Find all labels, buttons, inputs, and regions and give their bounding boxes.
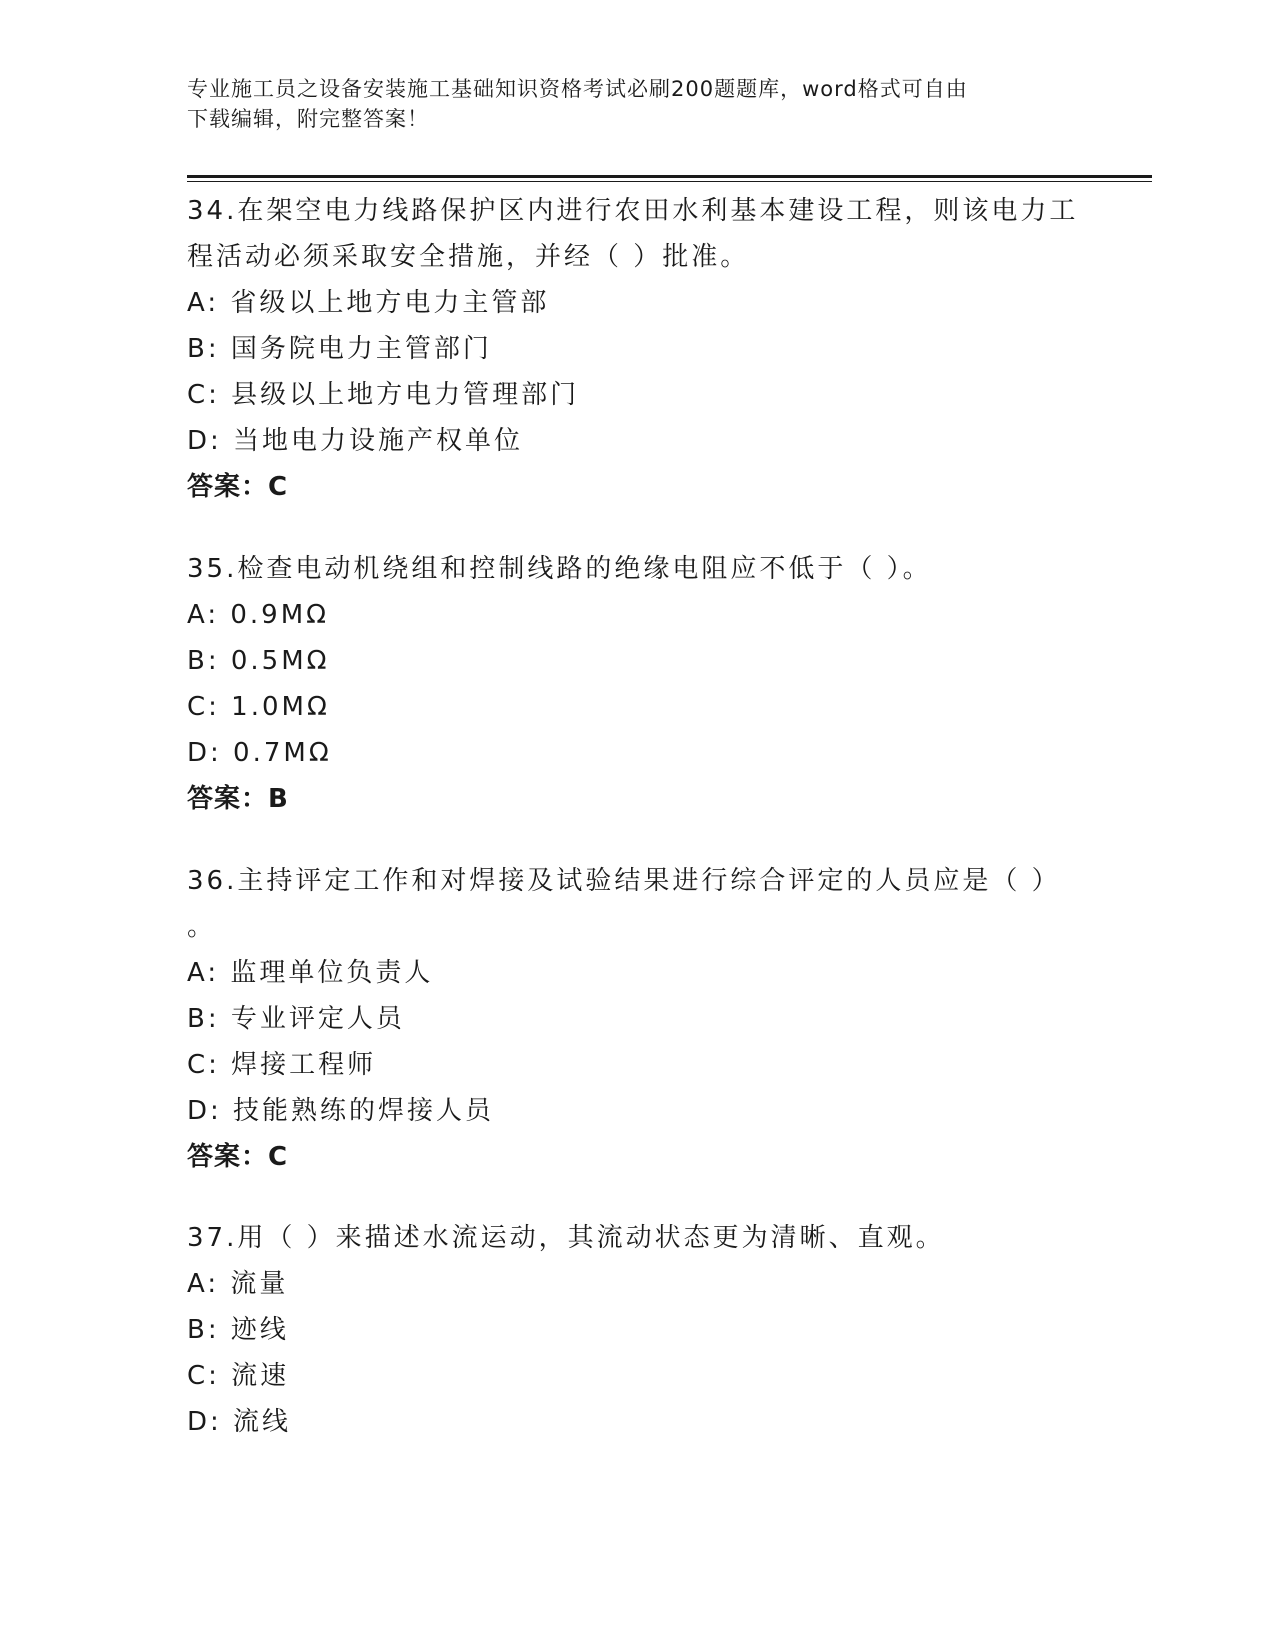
option-c: C: 焊接工程师 [187,1050,377,1080]
option-d: D: 0.7MΩ [187,738,332,768]
option-d: D: 当地电力设施产权单位 [187,426,524,456]
option-b: B: 国务院电力主管部门 [187,334,492,364]
option-c: C: 1.0MΩ [187,692,330,722]
option-c: C: 流速 [187,1361,290,1391]
option-b: B: 迹线 [187,1315,289,1345]
header-divider-thick [187,175,1152,178]
option-d: D: 流线 [187,1407,292,1437]
document-header [187,74,1067,134]
question-35 [187,546,1087,822]
answer: 答案：C [187,1142,289,1172]
header-line-1: 专业施工员之设备安装施工基础知识资格考试必刷200题题库，word格式可自由 [187,77,968,101]
option-c: C: 县级以上地方电力管理部门 [187,380,580,410]
question-text: 36.主持评定工作和对焊接及试验结果进行综合评定的人员应是（ ） 。 [187,866,1061,942]
option-a: A: 0.9MΩ [187,600,330,630]
answer: 答案：B [187,784,289,814]
answer: 答案：C [187,472,289,502]
option-b: B: 专业评定人员 [187,1004,405,1034]
question-34 [187,188,1087,510]
question-36 [187,858,1087,1180]
question-text: 35.检查电动机绕组和控制线路的绝缘电阻应不低于（ ）。 [187,554,932,584]
header-line-2: 下载编辑，附完整答案！ [187,107,429,131]
option-b: B: 0.5MΩ [187,646,330,676]
option-a: A: 省级以上地方电力主管部 [187,288,550,318]
question-text: 34.在架空电力线路保护区内进行农田水利基本建设工程，则该电力工 程活动必须采取安全措施，并经（ ）批准。 [187,196,1079,272]
header-divider-thin [187,181,1152,182]
question-text: 37.用（ ）来描述水流运动，其流动状态更为清晰、直观。 [187,1223,945,1253]
option-d: D: 技能熟练的焊接人员 [187,1096,495,1126]
option-a: A: 流量 [187,1269,289,1299]
question-37 [187,1215,1087,1445]
option-a: A: 监理单位负责人 [187,958,434,988]
